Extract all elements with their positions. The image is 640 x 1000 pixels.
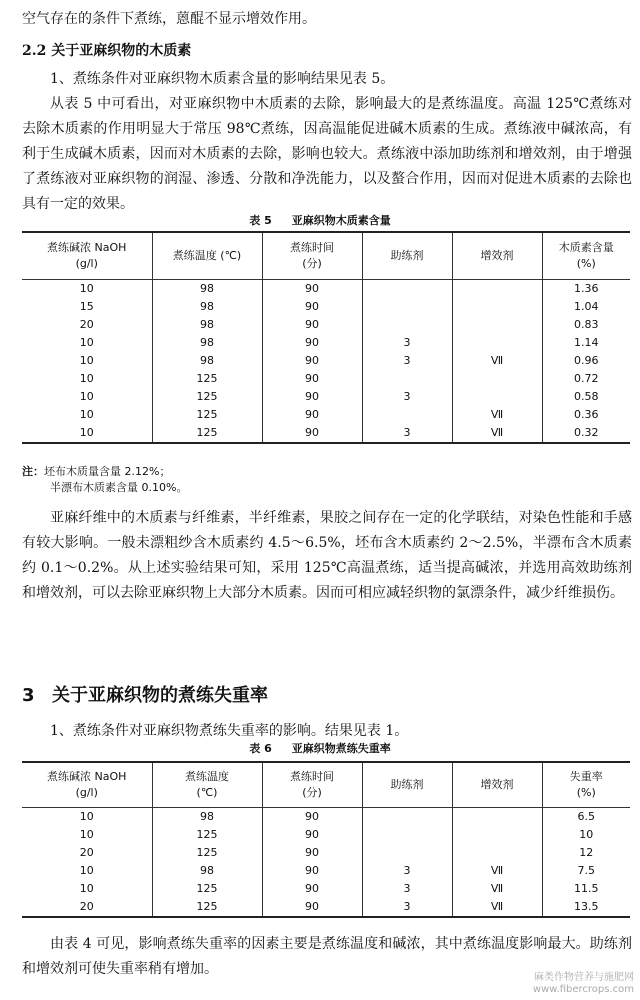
section-3-item-1: 1、煮练条件对亚麻织物煮练失重率的影响。结果见表 1。 (50, 723, 409, 739)
table-cell: 0.72 (574, 372, 599, 385)
table-cell: 3 (362, 334, 452, 352)
weight-loss-conclusion-paragraph: 由表 4 可见，影响煮练失重率的因素主要是煮练温度和碱浓，其中煮练温度影响最大。助练剂和增效剂可使失重率稍有增加。 (22, 936, 632, 977)
table-5-header-cell: 增效剂 (452, 232, 542, 280)
table-cell: 10 (22, 370, 152, 388)
table-cell (362, 826, 452, 844)
table-cell: 98 (152, 862, 262, 880)
table-row (22, 334, 630, 352)
table-cell: 12 (579, 846, 594, 859)
table-6 (22, 761, 630, 918)
table-row (22, 862, 630, 880)
table-5-note (22, 464, 187, 496)
note-line-2: 半漂布木质素含量 0.10%。 (50, 481, 188, 494)
table-cell (362, 316, 452, 334)
watermark-site-name: 麻类作物营养与施肥网 (534, 972, 634, 983)
table-cell: 90 (262, 880, 362, 898)
table-cell: 7.5 (577, 864, 595, 877)
table-cell: 13.5 (574, 900, 599, 913)
table-cell: 90 (262, 280, 362, 299)
table-5 (22, 231, 630, 444)
table-cell: 11.5 (574, 882, 599, 895)
site-watermark (533, 972, 634, 996)
table-cell (362, 370, 452, 388)
table-cell: 0.83 (574, 318, 599, 331)
table-cell: 98 (152, 334, 262, 352)
table-6-header-cell: 煮练时间 (分) (262, 762, 362, 808)
table-cell (452, 844, 542, 862)
table-cell: 0.58 (574, 390, 599, 403)
table-cell: 20 (22, 898, 152, 917)
table-6-header-row (22, 762, 630, 808)
table-5-caption (0, 214, 640, 228)
table-cell: 3 (362, 388, 452, 406)
table-row (22, 826, 630, 844)
table-cell (452, 334, 542, 352)
watermark-url: www.fibercrops.com (532, 984, 634, 995)
table-5-label: 表 5 (249, 214, 272, 227)
table-cell: 125 (152, 844, 262, 862)
table-cell: 125 (152, 424, 262, 443)
table-row (22, 424, 630, 443)
table-cell: 98 (152, 352, 262, 370)
table-cell: 10 (22, 388, 152, 406)
table-cell: 1.36 (574, 282, 599, 295)
table-cell: 90 (262, 406, 362, 424)
table-cell: Ⅶ (452, 898, 542, 917)
table-cell (452, 316, 542, 334)
table-cell (452, 388, 542, 406)
table-cell: 10 (22, 862, 152, 880)
table-cell: 90 (262, 808, 362, 827)
table-cell: 90 (262, 316, 362, 334)
table-cell: 3 (362, 862, 452, 880)
table-cell: 1.14 (574, 336, 599, 349)
table-cell: Ⅶ (452, 862, 542, 880)
table-cell: 98 (152, 280, 262, 299)
table-cell (452, 280, 542, 299)
table-cell: 125 (152, 388, 262, 406)
table-cell: Ⅶ (452, 406, 542, 424)
table-6-label: 表 6 (249, 742, 272, 755)
table-cell: 125 (152, 406, 262, 424)
table-6-body (22, 808, 630, 918)
table-cell: 15 (22, 298, 152, 316)
table-cell: Ⅶ (452, 880, 542, 898)
table-row (22, 808, 630, 827)
table-cell (452, 370, 542, 388)
table-cell: 98 (152, 316, 262, 334)
table-cell: 10 (22, 334, 152, 352)
table-cell: 90 (262, 844, 362, 862)
table-cell: Ⅶ (452, 424, 542, 443)
table-cell (452, 826, 542, 844)
table-cell: 10 (22, 280, 152, 299)
table-cell (452, 808, 542, 827)
table-cell: 90 (262, 334, 362, 352)
table-cell: 90 (262, 424, 362, 443)
table-cell: 3 (362, 424, 452, 443)
table-cell (362, 298, 452, 316)
table-row (22, 280, 630, 299)
table-5-body (22, 280, 630, 444)
table-cell: Ⅶ (452, 352, 542, 370)
table-row (22, 406, 630, 424)
table-cell: 90 (262, 826, 362, 844)
table-row (22, 316, 630, 334)
table-5-header-cell: 煮练温度 (℃) (152, 232, 262, 280)
section-3-number: 3 (22, 685, 35, 706)
table-cell: 0.32 (574, 426, 599, 439)
table-cell: 0.36 (574, 408, 599, 421)
note-line-1: 坯布木质量含量 2.12%； (44, 465, 171, 478)
table-5-title: 亚麻织物木质素含量 (291, 214, 391, 227)
table-cell (362, 280, 452, 299)
section-2-2-heading: 2.2 关于亚麻织物的木质素 (22, 43, 192, 59)
table-cell: 20 (22, 844, 152, 862)
table-cell: 3 (362, 898, 452, 917)
section-3-heading (22, 684, 268, 708)
table-5-header-cell: 木质素含量 (%) (558, 241, 614, 270)
table-cell: 90 (262, 388, 362, 406)
table-cell: 125 (152, 826, 262, 844)
table-6-caption (0, 742, 640, 756)
table-cell: 0.96 (574, 354, 599, 367)
table-cell: 90 (262, 862, 362, 880)
table-cell: 20 (22, 316, 152, 334)
table-cell: 10 (579, 828, 594, 841)
table-5-header-cell: 煮练碱浓 NaOH (g/l) (22, 232, 152, 280)
table-cell: 3 (362, 880, 452, 898)
section-3-title: 关于亚麻织物的煮练失重率 (52, 685, 268, 706)
table-cell: 10 (22, 880, 152, 898)
table-5-header-row (22, 232, 630, 280)
table-6-header-cell: 煮练温度 (℃) (152, 762, 262, 808)
table-cell (362, 406, 452, 424)
table-cell: 1.04 (574, 300, 599, 313)
top-line: 空气存在的条件下煮练，蒽醌不显示增效作用。 (22, 11, 316, 27)
table-cell: 3 (362, 352, 452, 370)
table-5-header-cell: 煮练时间 (分) (262, 232, 362, 280)
table-cell: 10 (22, 406, 152, 424)
table-cell (362, 808, 452, 827)
table-6-title: 亚麻织物煮练失重率 (291, 742, 391, 755)
table-6-header-cell: 助练剂 (362, 762, 452, 808)
table-5-header-cell: 助练剂 (362, 232, 452, 280)
table-cell: 90 (262, 352, 362, 370)
table-row (22, 844, 630, 862)
table-cell: 90 (262, 898, 362, 917)
section-2-2-item-1: 1、煮练条件对亚麻织物木质素含量的影响结果见表 5。 (50, 71, 395, 87)
table-row (22, 352, 630, 370)
section-2-2-paragraph: 从表 5 中可看出，对亚麻织物中木质素的去除，影响最大的是煮练温度。高温 125℃煮练对去除木质素的作用明显大于常压 98℃煮练，因高温能促进碱木质素的生成。煮练液中碱浓高，有利于生成碱木质素，因而对木质素的去除，影响也较大。煮练液中添加助练剂和增效剂，由于增强了煮练液对亚麻织物的润湿、渗透、分散和净洗能力，以及螯合作用，因而对促进木质素的去除也具有一定的效果。 (22, 96, 632, 212)
table-cell: 98 (152, 298, 262, 316)
table-cell (362, 844, 452, 862)
table-cell: 10 (22, 424, 152, 443)
table-cell: 10 (22, 808, 152, 827)
table-cell: 90 (262, 298, 362, 316)
table-cell: 6.5 (577, 810, 595, 823)
table-row (22, 880, 630, 898)
table-cell: 125 (152, 370, 262, 388)
table-6-header-cell: 煮练碱浓 NaOH (g/l) (22, 762, 152, 808)
table-row (22, 898, 630, 917)
table-cell: 10 (22, 826, 152, 844)
table-6-header-cell: 增效剂 (452, 762, 542, 808)
table-row (22, 370, 630, 388)
table-cell: 90 (262, 370, 362, 388)
table-cell: 125 (152, 880, 262, 898)
table-cell: 10 (22, 352, 152, 370)
table-6-header-cell: 失重率 (%) (569, 770, 603, 799)
table-row (22, 298, 630, 316)
table-cell: 98 (152, 808, 262, 827)
lignin-discussion-paragraph: 亚麻纤维中的木质素与纤维素，半纤维素，果胶之间存在一定的化学联结，对染色性能和手感有较大影响。一般未漂粗纱含木质素约 4.5～6.5%，坯布含木质素约 2～2.5%，半漂布含木质素约 0.1～0.2%。从上述实验结果可知，采用 125℃高温煮练，适当提高碱浓，并选用高效助练剂和增效剂，可以去除亚麻织物上大部分木质素。因而可相应减轻织物的氯漂条件，减少纤维损伤。 (22, 510, 632, 601)
note-tag: 注： (22, 465, 44, 478)
table-row (22, 388, 630, 406)
table-cell (452, 298, 542, 316)
table-cell: 125 (152, 898, 262, 917)
